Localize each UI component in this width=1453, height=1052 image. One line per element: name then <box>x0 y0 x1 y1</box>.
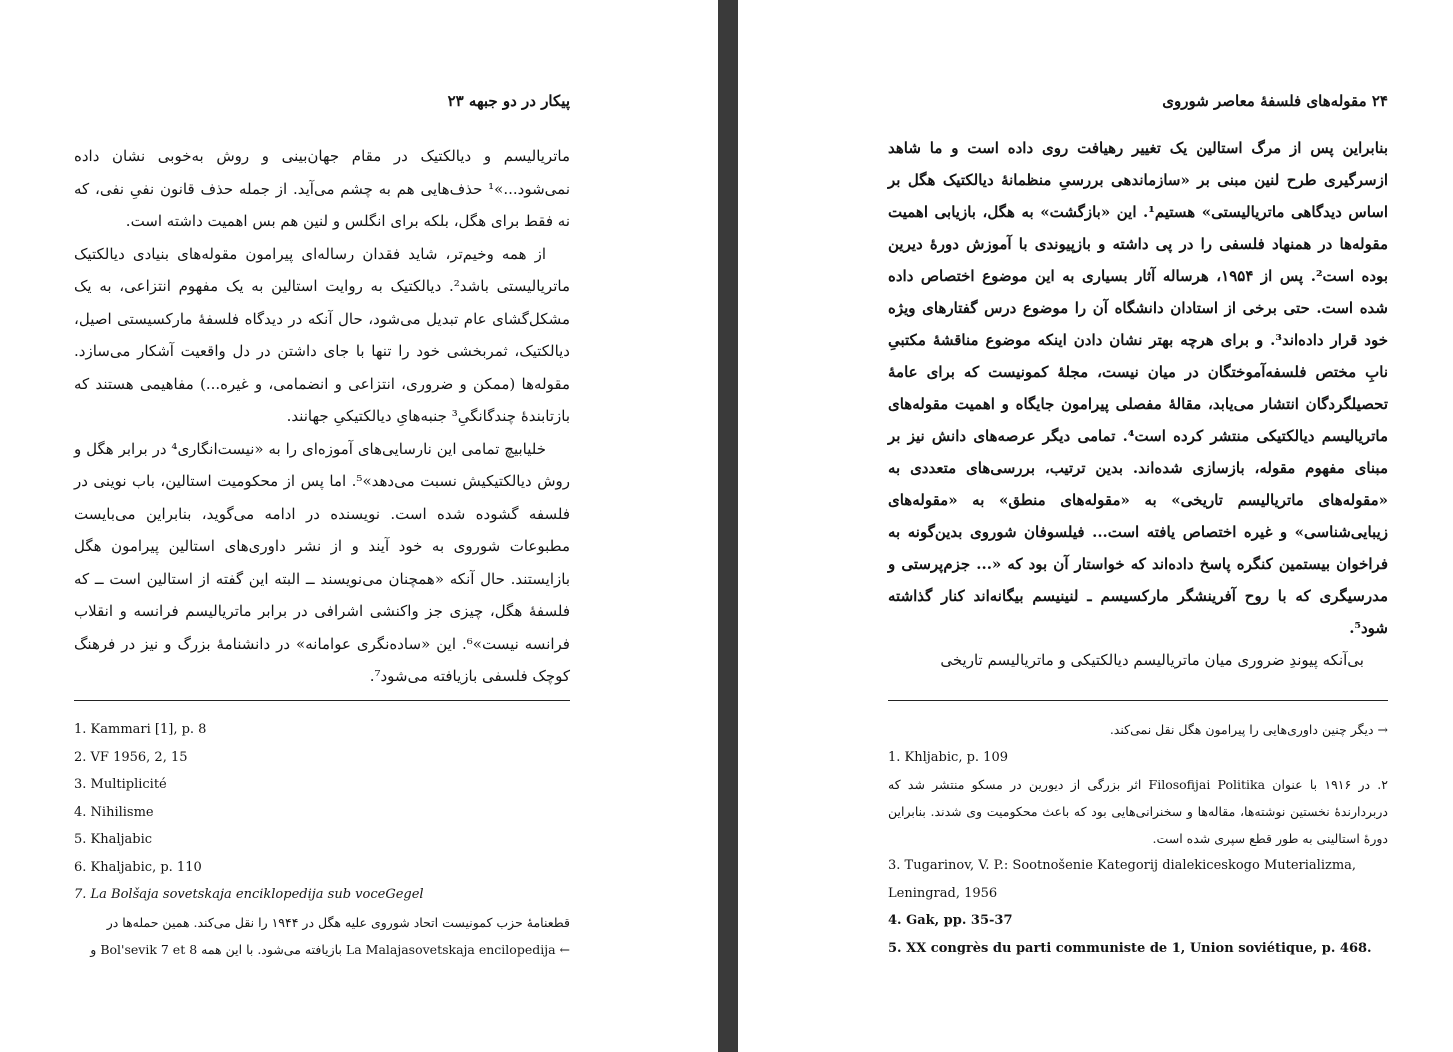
left-footnotes <box>74 716 570 964</box>
footnote-1: 1. Khljabic, p. 109 <box>888 749 1008 765</box>
footnote-continuation: → دیگر چنین داوری‌هایی را پیرامون هگل نقل نمی‌کند. <box>1109 722 1388 737</box>
footnote-7: 7. La Bolšaja sovetskaja enciklopedija sub voceGegel <box>74 887 424 902</box>
right-paragraph-1: بنابراین پس از مرگ استالین یک تغییر رهیافت روی داده است و ما شاهد ازسرگیری طرح لنین مبنی بر «سازماندهی بررسیِ منظمانهٔ دیالکتیک هگل بر اساس دیدگاهی ماتریالیستی» هستیم¹. این «بازگشت» به هگل، بازیابی اهمیت مقوله‌ها در همنهاد فلسفی را در پی داشته و بازپیوندی با آموزش دورهٔ دیرین بوده است². پس از ۱۹۵۴، هرساله آثار بسیاری به این موضوع اختصاص داده شده است. حتی برخی از استادان دانشگاه آن را موضوع درس گفتارهای ویژه خود قرار داده‌اند³. و برای هرچه بهتر نشان دادن اینکه موضوع مناقشهٔ مکتبیِ نابِ مختص فلسفه‌آموختگان در میان نیست، مجلهٔ کمونیست که برای عامهٔ تحصیلگردگان انتشار می‌یابد، مقالهٔ مفصلی پیرامون جایگاه و اهمیت مقوله‌های ماتریالیسم دیالکتیکی منتشر کرده است⁴. تمامی دیگر عرصه‌های دانش نیز بر مبنای مفهوم مقوله، بازسازی شده‌اند. بدین ترتیب، بررسی‌های متعددی به «مقوله‌های ماتریالیسم تاریخی» به «مقوله‌های منطق» به «مقوله‌های زیبایی‌شناسی» و غیره اختصاص یافته است... فیلسوفان شوروی بدین‌گونه به فراخوان بیستمین کنگره پاسخ داده‌اند که خواستار آن بود که «... جزم‌پرستی و مدرسیگری که با روح آفرینشگر مارکسیسم ـ لنینیسم بیگانه‌اند کنار گذاشته شود⁵. <box>888 139 1389 637</box>
left-paragraph-3: خلیابیچ تمامی این نارسایی‌های آموزه‌ای را به «نیست‌انگاری⁴ در برابر هگل و روش دیالکتیکیش نسبت می‌دهد»⁵. اما پس از محکومیت استالین، باب نوینی در فلسفه گشوده شده است. نویسنده در ادامه می‌گوید، بنابراین می‌بایست مطبوعات شوروی به خود آیند و از نشر داوری‌های استالین پیرامون هگل بازایستند. حال آنکه «همچنان می‌نویسند ــ البته این گفته از استالین است ــ که فلسفهٔ هگل، چیزی جز واکنشی اشرافی در برابر ماتریالیسم فرانسه و انقلاب فرانسه نیست»⁶. این «ساده‌نگری عوامانه» در دانشنامهٔ بزرگ و نیز در فرهنگ کوچک فلسفی بازیافته می‌شود⁷. <box>74 439 570 685</box>
footnote-3: 3. Multiplicité <box>74 777 167 792</box>
footnote-2: 2. VF 1956, 2, 15 <box>74 749 188 765</box>
footnote-continuation-line-2: ← La Malajasovetskaja encilopedija بازیافته می‌شود. با این همه Bol'sevik 7 et 8 و <box>90 942 570 957</box>
footnote-divider <box>74 700 570 701</box>
footnote-2: ۲. در ۱۹۱۶ با عنوان Filosofijai Politika اثر بزرگی از دیورین در مسکو منتشر شد که دربردارندهٔ نخستین نوشته‌ها، مقاله‌ها و سخنرانی‌هایی بود که باعث محکومیت وی شدند. بنابراین دورهٔ استالینی به طور قطع سپری شده است. <box>888 777 1388 846</box>
book-gutter <box>718 0 738 1052</box>
footnote-6: 6. Khaljabic, p. 110 <box>74 859 202 875</box>
footnote-5: 5. Khaljabic <box>74 832 153 847</box>
footnote-5: 5. XX congrès du parti communiste de 1, Union soviétique, p. 468. <box>888 940 1372 956</box>
footnote-3: 3. Tugarinov, V. P.: Sootnošenie Kategorij dialekiceskogo Muterializma, Leningrad, 1956 <box>888 858 1357 901</box>
left-page-header: پیکار در دو جبهه ۲۳ <box>447 92 570 110</box>
left-page-body <box>74 140 570 693</box>
footnote-divider <box>888 700 1388 701</box>
right-footnotes <box>888 716 1388 962</box>
footnote-4: 4. Gak, pp. 35-37 <box>888 913 1013 928</box>
right-page <box>738 0 1453 1052</box>
left-paragraph-2: از همه وخیم‌تر، شاید فقدان رساله‌ای پیرامون مقوله‌های بنیادی دیالکتیک ماتریالیستی باشد². دیالکتیک به روایت استالین به یک مفهوم انتزاعی، به یک مشکل‌گشای عام تبدیل می‌شود، حال آنکه در دیدگاه فلسفهٔ مارکسیستی اصیل، دیالکتیک، ثمربخشی خود را تنها با جای داشتن در دل واقعیت آشکار می‌سازد. مقوله‌ها (ممکن و ضروری، انتزاعی و انضمامی، و غیره...) مفاهیمی هستند که بازتابندهٔ چندگانگیِ³ جنبه‌هایِ دیالکتیکیِ جهانند. <box>74 244 570 425</box>
right-page-body <box>888 132 1388 676</box>
footnote-4: 4. Nihilisme <box>74 804 154 820</box>
left-page <box>0 0 718 1052</box>
footnote-continuation-line-1: قطعنامهٔ حزب کمونیست اتحاد شوروی علیه هگل در ۱۹۴۴ را نقل می‌کند. همین حمله‌ها در <box>106 914 570 930</box>
left-paragraph-1: ماتریالیسم و دیالکتیک در مقام جهان‌بینی و روش به‌خوبی نشان داده نمی‌شود...»¹ حذف‌هایی هم به چشم می‌آید. از جمله حذف قانون نفیِ نفی، که نه فقط برای هگل، بلکه برای انگلس و لنین هم بس اهمیت داشته است. <box>74 147 570 230</box>
footnote-1: 1. Kammari [1], p. 8 <box>74 722 207 737</box>
right-page-header: ۲۴ مقوله‌های فلسفهٔ معاصر شوروی <box>1162 92 1388 110</box>
right-paragraph-2: بی‌آنکه پیوندِ ضروری میان ماتریالیسم دیالکتیکی و ماتریالیسم تاریخی <box>940 651 1364 669</box>
